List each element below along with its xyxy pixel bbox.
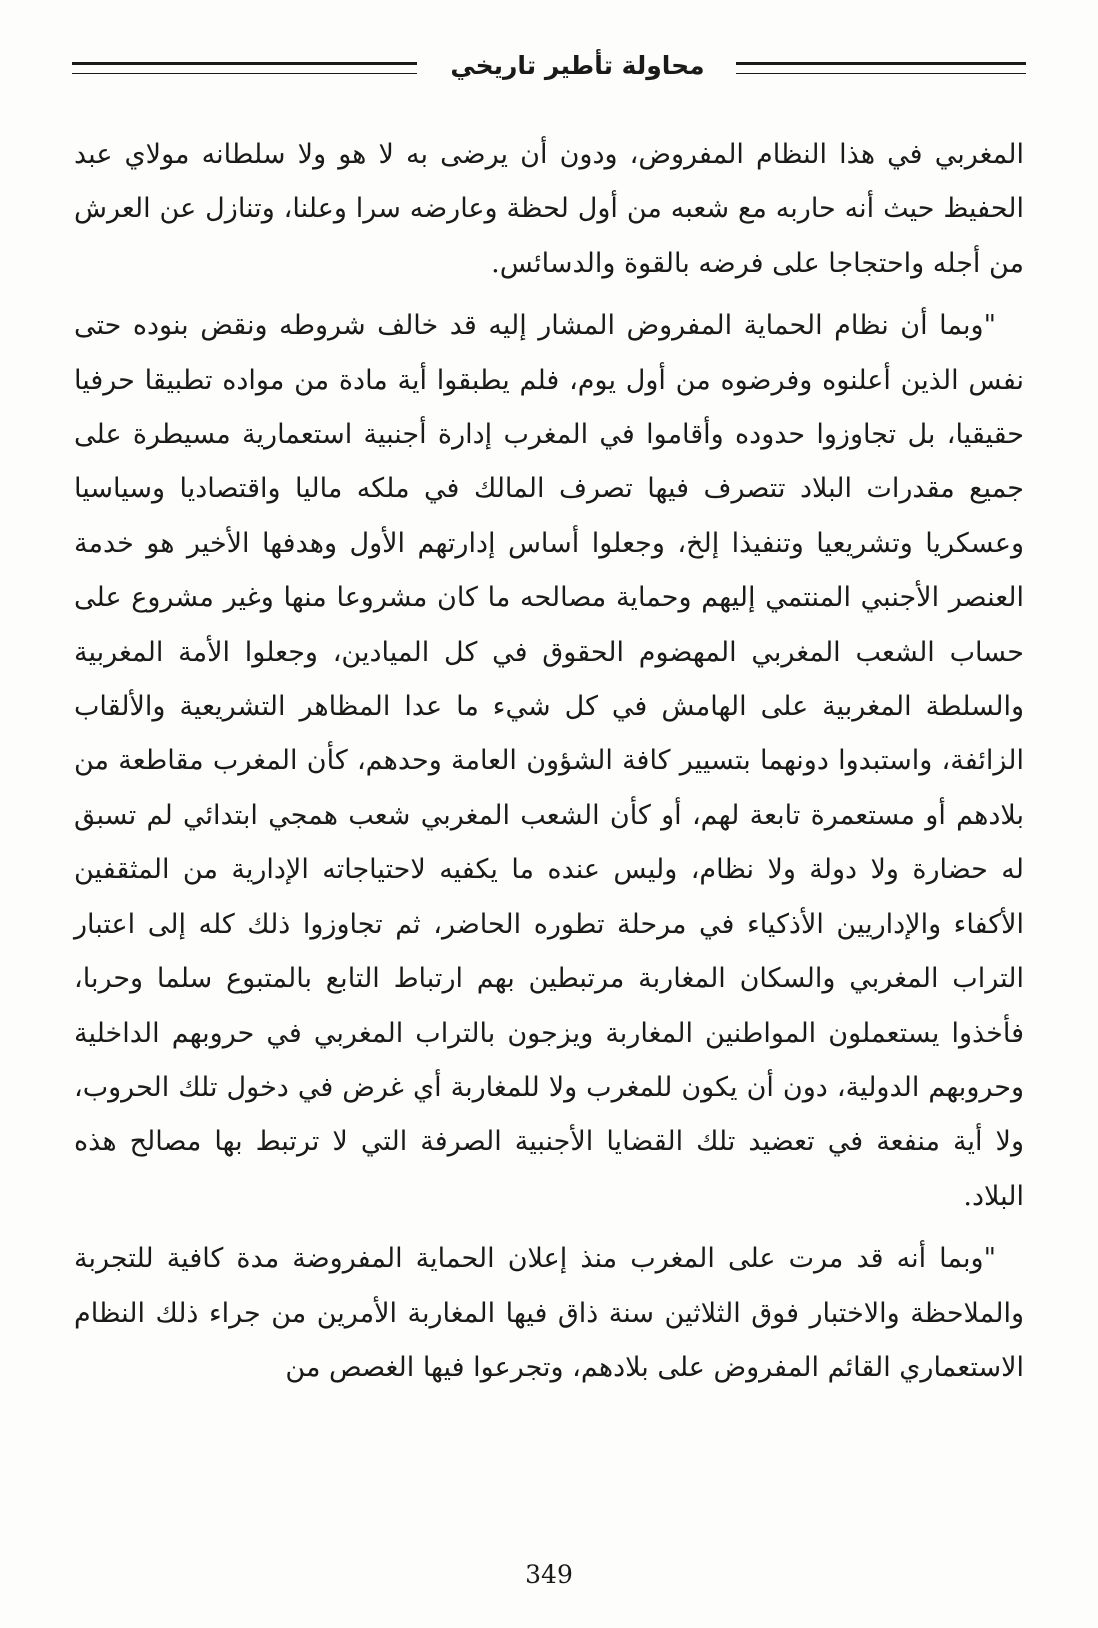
running-header (72, 48, 1026, 88)
paragraph-2: "وبما أن نظام الحماية المفروض المشار إليه قد خالف شروطه ونقض بنوده حتى نفس الذين أعلنوه وفرضوه من أول يوم، فلم يطبقوا أية مادة من مواده تطبيقا حرفيا حقيقيا، بل تجاوزوا حدوده وأقاموا في المغرب إدارة أجنبية استعمارية مسيطرة على جميع مقدرات البلاد تتصرف فيها تصرف المالك في ملكه ماليا واقتصاديا وسياسيا وعسكريا وتشريعيا وتنفيذا إلخ، وجعلوا أساس إدارتهم الأول وهدفها الأخير هو خدمة العنصر الأجنبي المنتمي إليهم وحماية مصالحه ما كان مشروعا منها وغير مشروع على حساب الشعب المغربي المهضوم الحقوق في كل الميادين، وجعلوا الأمة المغربية والسلطة المغربية على الهامش في كل شيء ما عدا المظاهر التشريعية والألقاب الزائفة، واستبدوا دونهما بتسيير كافة الشؤون العامة وحدهم، كأن المغرب مقاطعة من بلادهم أو مستعمرة تابعة لهم، أو كأن الشعب المغربي شعب همجي ابتدائي لم تسبق له حضارة ولا دولة ولا نظام، وليس عنده ما يكفيه لاحتياجاته الإدارية من المثقفين الأكفاء والإداريين الأذكياء في مرحلة تطوره الحاضر، ثم تجاوزوا ذلك كله إلى اعتبار التراب المغربي والسكان المغاربة مرتبطين بهم ارتباط التابع بالمتبوع سلما وحربا، فأخذوا يستعملون المواطنين المغاربة ويزجون بالتراب المغربي في حروبهم الداخلية وحروبهم الدولية، دون أن يكون للمغرب ولا للمغاربة أي غرض في دخول تلك الحروب، ولا أية منفعة في تعضيد تلك القضايا الأجنبية الصرفة التي لا ترتبط بها مصالح هذه البلاد. (74, 310, 1024, 1212)
paragraph-3: "وبما أنه قد مرت على المغرب منذ إعلان الحماية المفروضة مدة كافية للتجربة والملاحظة والاختبار فوق الثلاثين سنة ذاق فيها المغاربة الأمرين من جراء ذلك النظام الاستعماري القائم المفروض على بلادهم، وتجرعوا فيها الغصص من (74, 1243, 1024, 1383)
paragraph-1: المغربي في هذا النظام المفروض، ودون أن يرضى به لا هو ولا سلطانه مولاي عبد الحفيظ حيث أنه حاربه مع شعبه من أول لحظة وعارضه سرا وعلنا، وتنازل عن العرش من أجله واحتجاجا على فرضه بالقوة والدسائس. (74, 139, 1024, 279)
header-rule-right (736, 62, 1026, 74)
header-rule-left (72, 62, 417, 74)
body-text (74, 128, 1024, 1403)
running-header-title: محاولة تأطير تاريخي (450, 51, 705, 80)
page-number: 349 (525, 1560, 573, 1589)
